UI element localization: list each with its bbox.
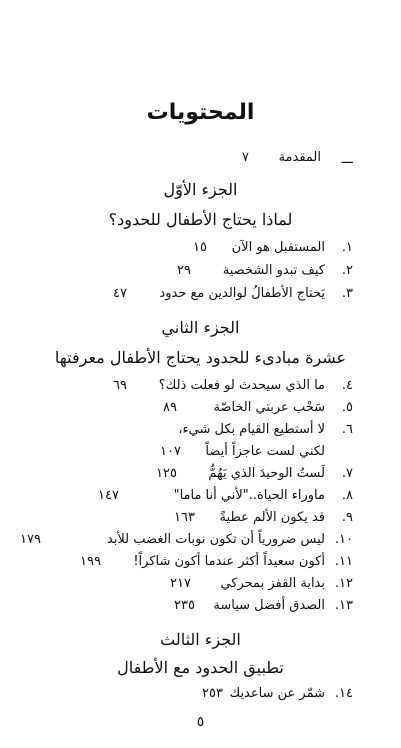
entry-title: بداية القفز بمحركي — [220, 576, 325, 591]
intro-page: ٧ — [242, 150, 249, 165]
entry-page: ١٢٥ — [156, 466, 177, 481]
entry-title: المستقبل هو الآن — [231, 240, 325, 255]
entry-title: أكون سعيداً أكثر عندما أكون شاكراً! — [133, 554, 325, 569]
entry-number: ٥. — [341, 400, 353, 415]
entry-title: ماوراء الحياة.."لأني أنا ماما" — [173, 488, 325, 503]
entry-page: ٨٩ — [163, 400, 177, 415]
part-1-label: الجزء الأوّل — [163, 180, 238, 199]
entry-title: كيف تبدو الشخصية — [222, 263, 325, 278]
entry-number: ٨. — [341, 488, 353, 503]
entry-page: ٦٩ — [113, 378, 127, 393]
entry-number: ٧. — [341, 466, 353, 481]
entry-number: ٩. — [341, 510, 353, 525]
entry-number: ٦. — [341, 422, 353, 437]
intro-label: المقدمة — [278, 150, 321, 165]
entry-number: ١٢. — [334, 576, 353, 591]
entry-title: لكني لست عاجزاً أيضاً — [205, 444, 325, 459]
entry-title: الصدق أفضل سياسة — [213, 598, 325, 613]
entry-number: ١٣. — [334, 598, 353, 613]
entry-page: ٢٥٣ — [202, 686, 223, 701]
entry-page: ٢٩ — [177, 263, 191, 278]
entry-title: يَحتاج الأطفالُ لوالدين مع حدود — [159, 286, 325, 301]
entry-page: ٤٧ — [113, 286, 127, 301]
entry-page: ١٤٧ — [98, 488, 119, 503]
entry-number: ١. — [341, 240, 353, 255]
entry-number: ٢. — [341, 263, 353, 278]
entry-title: سَحْب عربتي الخاصّة — [213, 400, 325, 415]
entry-page: ١٦٣ — [174, 510, 195, 525]
part-3-label: الجزء الثالث — [160, 630, 241, 649]
part-1-subtitle: لماذا يحتاج الأطفال للحدود؟ — [108, 210, 293, 229]
entry-number: ١١. — [334, 554, 353, 569]
entry-title: ليس ضرورياً أن تكون نوبات الغضب للأبد — [106, 532, 325, 547]
entry-page: ١٥ — [193, 240, 207, 255]
part-3-subtitle: تطبيق الحدود مع الأطفال — [117, 658, 284, 677]
entry-number: ١٤. — [334, 686, 353, 701]
entry-title: قد يكون الألم عطيةً — [219, 510, 325, 525]
entry-page: ٢٣٥ — [174, 598, 195, 613]
entry-page: ١٠٧ — [160, 444, 181, 459]
entry-title: لَستُ الوحيدَ الذي يَهُمُّ — [208, 466, 325, 481]
entry-number: ٣. — [341, 286, 353, 301]
part-2-subtitle: عشرة مبادىء للحدود يحتاج الأطفال معرفتها — [54, 348, 347, 367]
entry-number: ١٠. — [334, 532, 353, 547]
page-title: المحتويات — [146, 100, 255, 125]
entry-number: ٤. — [341, 378, 353, 393]
entry-title: لا أستطيع القيام بكل شيء، — [178, 422, 325, 437]
entry-page: ٢١٧ — [170, 576, 191, 591]
entry-title: ما الذي سيحدث لو فعلت ذلك؟ — [158, 378, 325, 393]
entry-page: ١٩٩ — [80, 554, 101, 569]
entry-title: شمّر عن ساعديك — [229, 686, 325, 701]
page-number: ٥ — [196, 714, 205, 730]
intro-dash: ـــ — [341, 152, 353, 167]
entry-page: ١٧٩ — [20, 532, 41, 547]
part-2-label: الجزء الثاني — [161, 318, 240, 337]
